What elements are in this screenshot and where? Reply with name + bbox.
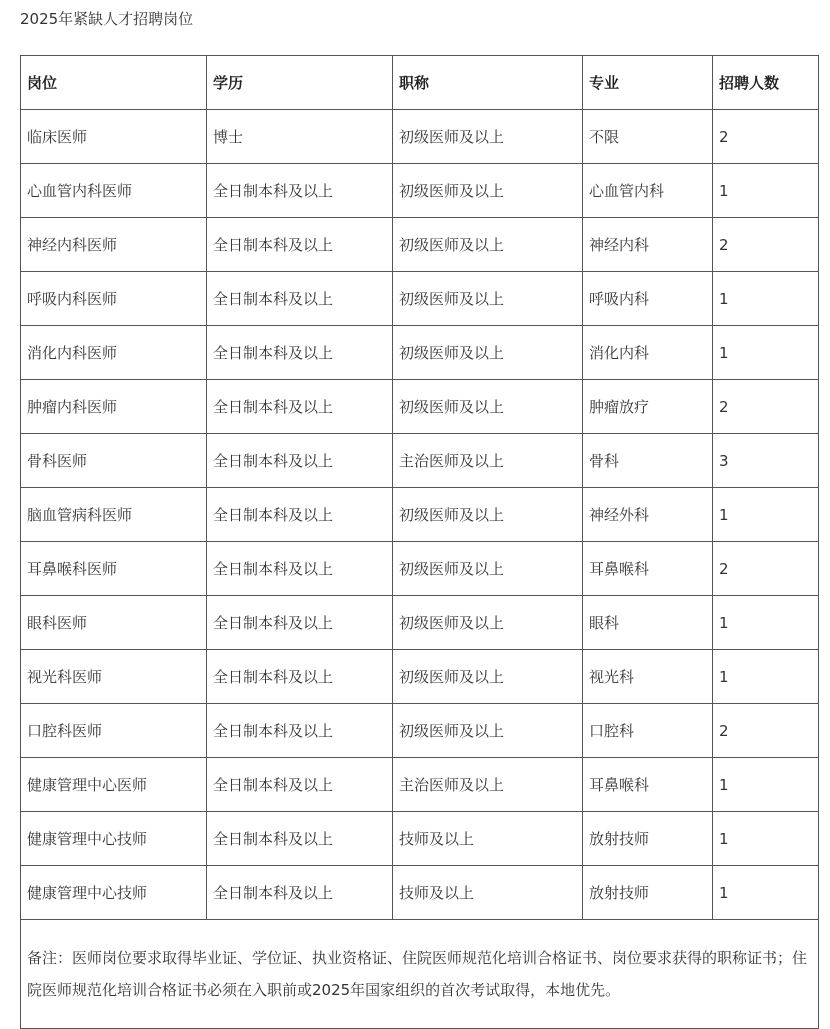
table-row [21, 272, 819, 326]
cell-position: 视光科医师 [21, 650, 207, 704]
cell-major: 骨科 [583, 434, 713, 488]
cell-title: 技师及以上 [393, 812, 583, 866]
cell-headcount: 1 [713, 326, 819, 380]
cell-major: 耳鼻喉科 [583, 542, 713, 596]
table-row [21, 704, 819, 758]
table-row [21, 650, 819, 704]
cell-position: 临床医师 [21, 110, 207, 164]
cell-major: 放射技师 [583, 866, 713, 920]
cell-major: 耳鼻喉科 [583, 758, 713, 812]
table-row [21, 380, 819, 434]
cell-title: 初级医师及以上 [393, 596, 583, 650]
table-header [21, 56, 819, 110]
table-row [21, 164, 819, 218]
cell-title: 初级医师及以上 [393, 164, 583, 218]
cell-headcount: 1 [713, 650, 819, 704]
cell-headcount: 1 [713, 488, 819, 542]
note-row [21, 920, 819, 1029]
cell-major: 呼吸内科 [583, 272, 713, 326]
cell-title: 初级医师及以上 [393, 650, 583, 704]
cell-major: 神经内科 [583, 218, 713, 272]
cell-major: 神经外科 [583, 488, 713, 542]
cell-education: 全日制本科及以上 [207, 758, 393, 812]
table-row [21, 110, 819, 164]
cell-major: 放射技师 [583, 812, 713, 866]
table-body [21, 110, 819, 1029]
cell-headcount: 2 [713, 704, 819, 758]
cell-title: 技师及以上 [393, 866, 583, 920]
cell-education: 全日制本科及以上 [207, 542, 393, 596]
cell-education: 全日制本科及以上 [207, 434, 393, 488]
table-row [21, 218, 819, 272]
cell-position: 神经内科医师 [21, 218, 207, 272]
cell-position: 口腔科医师 [21, 704, 207, 758]
header-education: 学历 [207, 56, 393, 110]
cell-title: 初级医师及以上 [393, 704, 583, 758]
cell-headcount: 2 [713, 218, 819, 272]
cell-headcount: 1 [713, 272, 819, 326]
cell-position: 脑血管病科医师 [21, 488, 207, 542]
cell-position: 呼吸内科医师 [21, 272, 207, 326]
recruitment-table [20, 55, 819, 1029]
table-row [21, 758, 819, 812]
cell-position: 耳鼻喉科医师 [21, 542, 207, 596]
table-row [21, 866, 819, 920]
cell-education: 全日制本科及以上 [207, 218, 393, 272]
cell-position: 健康管理中心技师 [21, 812, 207, 866]
table-row [21, 434, 819, 488]
cell-position: 健康管理中心医师 [21, 758, 207, 812]
cell-education: 全日制本科及以上 [207, 164, 393, 218]
cell-position: 健康管理中心技师 [21, 866, 207, 920]
cell-headcount: 1 [713, 164, 819, 218]
header-position: 岗位 [21, 56, 207, 110]
cell-position: 骨科医师 [21, 434, 207, 488]
cell-education: 全日制本科及以上 [207, 272, 393, 326]
page-title: 2025年紧缺人才招聘岗位 [20, 10, 194, 28]
cell-headcount: 2 [713, 542, 819, 596]
cell-major: 心血管内科 [583, 164, 713, 218]
cell-education: 博士 [207, 110, 393, 164]
header-row [21, 56, 819, 110]
cell-title: 初级医师及以上 [393, 380, 583, 434]
cell-title: 初级医师及以上 [393, 218, 583, 272]
table-row [21, 488, 819, 542]
cell-position: 心血管内科医师 [21, 164, 207, 218]
cell-headcount: 1 [713, 812, 819, 866]
cell-position: 肿瘤内科医师 [21, 380, 207, 434]
cell-education: 全日制本科及以上 [207, 650, 393, 704]
cell-major: 眼科 [583, 596, 713, 650]
cell-title: 初级医师及以上 [393, 542, 583, 596]
cell-title: 初级医师及以上 [393, 110, 583, 164]
header-major: 专业 [583, 56, 713, 110]
cell-headcount: 3 [713, 434, 819, 488]
cell-title: 初级医师及以上 [393, 488, 583, 542]
cell-education: 全日制本科及以上 [207, 596, 393, 650]
cell-headcount: 1 [713, 758, 819, 812]
note-text: 备注：医师岗位要求取得毕业证、学位证、执业资格证、住院医师规范化培训合格证书、岗位要求获得的职称证书；住院医师规范化培训合格证书必须在入职前或2025年国家组织的首次考试取得，本地优先。 [21, 920, 819, 1029]
cell-title: 主治医师及以上 [393, 758, 583, 812]
cell-education: 全日制本科及以上 [207, 380, 393, 434]
cell-major: 口腔科 [583, 704, 713, 758]
cell-education: 全日制本科及以上 [207, 488, 393, 542]
cell-education: 全日制本科及以上 [207, 326, 393, 380]
cell-education: 全日制本科及以上 [207, 704, 393, 758]
table-row [21, 596, 819, 650]
cell-position: 消化内科医师 [21, 326, 207, 380]
header-title: 职称 [393, 56, 583, 110]
cell-major: 不限 [583, 110, 713, 164]
cell-title: 初级医师及以上 [393, 326, 583, 380]
header-headcount: 招聘人数 [713, 56, 819, 110]
cell-education: 全日制本科及以上 [207, 866, 393, 920]
cell-major: 视光科 [583, 650, 713, 704]
cell-position: 眼科医师 [21, 596, 207, 650]
table-row [21, 326, 819, 380]
cell-major: 肿瘤放疗 [583, 380, 713, 434]
cell-title: 主治医师及以上 [393, 434, 583, 488]
table-row [21, 812, 819, 866]
cell-major: 消化内科 [583, 326, 713, 380]
cell-title: 初级医师及以上 [393, 272, 583, 326]
cell-headcount: 2 [713, 110, 819, 164]
cell-headcount: 1 [713, 866, 819, 920]
cell-headcount: 2 [713, 380, 819, 434]
cell-headcount: 1 [713, 596, 819, 650]
table-row [21, 542, 819, 596]
cell-education: 全日制本科及以上 [207, 812, 393, 866]
